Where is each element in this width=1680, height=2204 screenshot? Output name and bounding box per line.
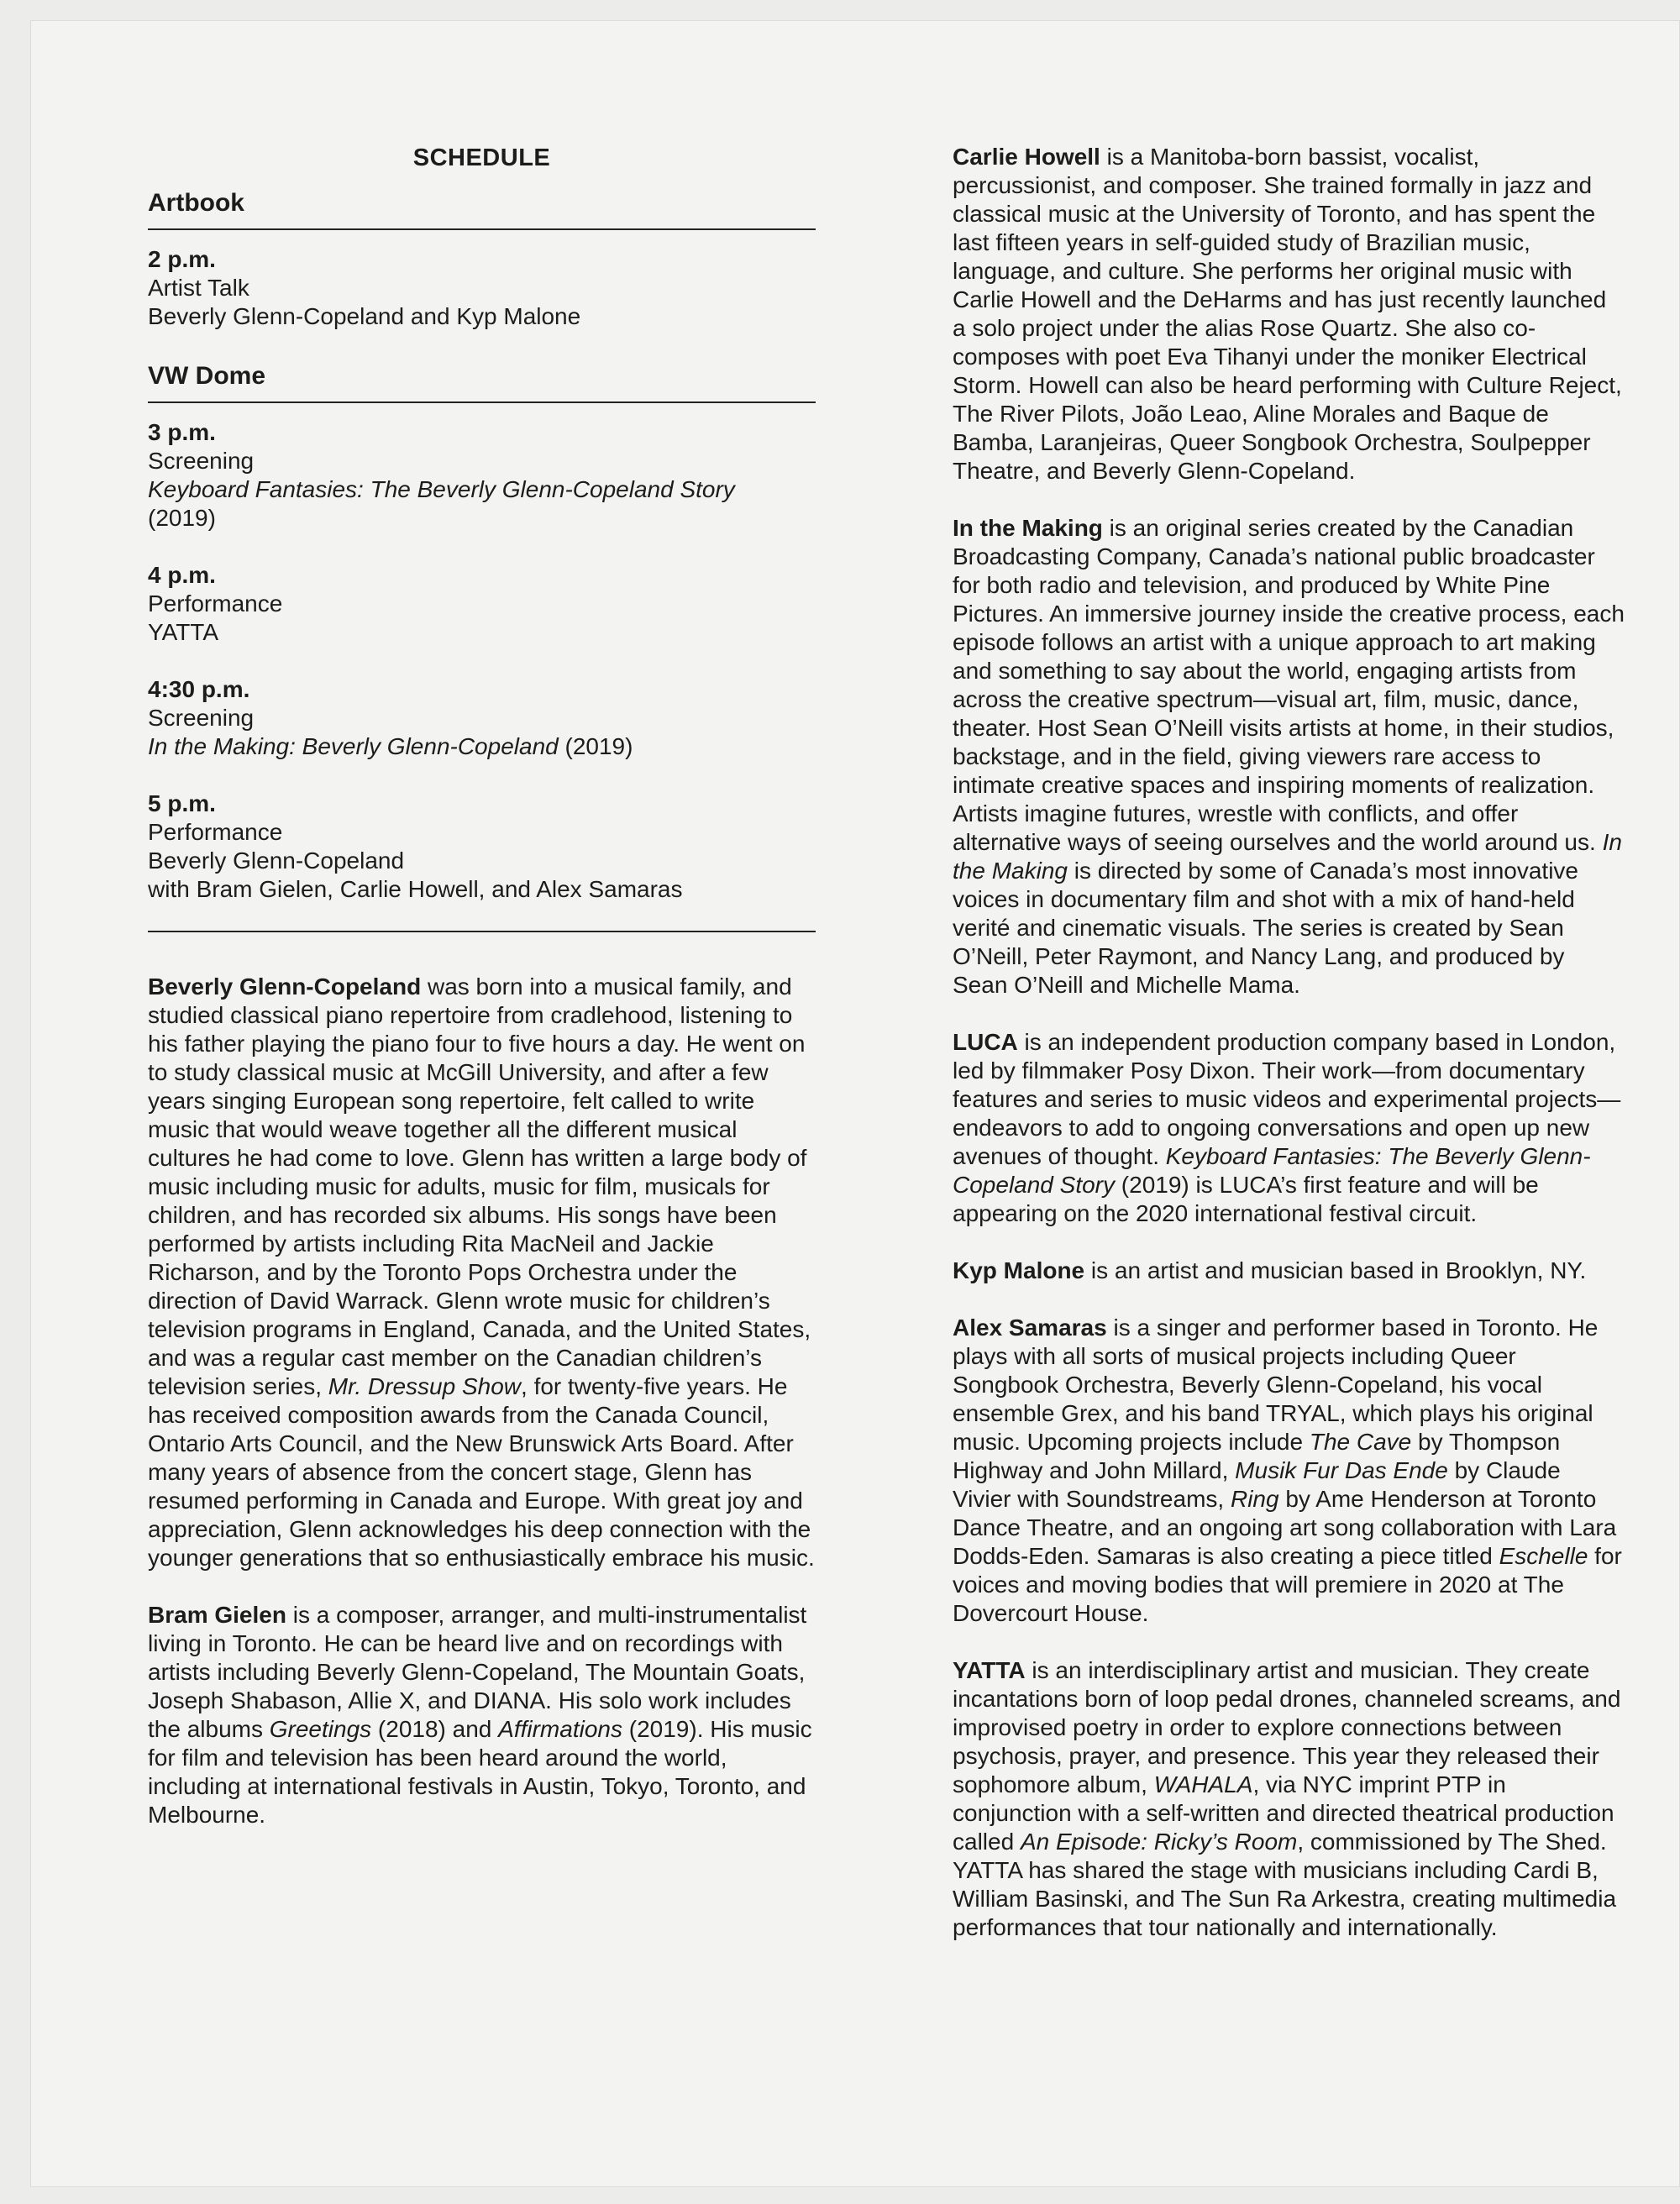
bio-bram-gielen xyxy=(148,1601,816,1829)
bio-text: is a composer, arranger, and multi-instrumentalist living in Toronto. He can be heard live and on recordings with artists including Beverly Glenn-Copeland, The Mountain Goats, Joseph Shabason, Allie X, and DIANA. His solo work includes the albums xyxy=(148,1602,807,1742)
venue-vw-dome: VW Dome xyxy=(148,362,266,390)
bio-text: is a Manitoba-born bassist, vocalist, percussionist, and composer. She trained formally in jazz and classical music at the University of Toronto, and has spent the last fifteen years in self-guided study of Brazilian music, language, and culture. She performs her original music with Carlie Howell and the DeHarms and has just recently launched a solo project under the alias Rose Quartz. She also co-composes with poet Eva Tihanyi under the moniker Electrical Storm. Howell can also be heard performing with Culture Reject, The River Pilots, João Leao, Aline Morales and Baque de Bamba, Laranjeiras, Queer Songbook Orchestra, Soulpepper Theatre, and Beverly Glenn-Copeland. xyxy=(953,144,1622,484)
bio-text: , commissioned by The Shed. YATTA has shared the stage with musicians including Cardi B, William Basinski, and The Sun Ra Arkestra, creating multimedia performances that tour nationally and internationally. xyxy=(953,1829,1617,1940)
right-column xyxy=(953,143,1625,1970)
event-430pm xyxy=(148,675,816,761)
bio-text: for voices and moving bodies that will premiere in 2020 at The Dovercourt House. xyxy=(953,1543,1622,1626)
bio-italic: Mr. Dressup Show xyxy=(328,1373,522,1399)
bio-italic: The Cave xyxy=(1309,1429,1412,1455)
bio-italic: An Episode: Ricky’s Room xyxy=(1020,1829,1298,1855)
bio-text: was born into a musical family, and studied classical piano repertoire from cradlehood, listening to his father playing the piano four to five hours a day. He went on to study classical music at McGill University, and after a few years singing European song repertoire, felt called to write music that would weave together all the different musical cultures he had come to love. Glenn has written a large body of music including music for adults, music for film, musicals for children, and has recorded six albums. His songs have been performed by artists including Rita MacNeil and Jackie Richarson, and by the Toronto Pops Orchestra under the direction of David Warrack. Glenn wrote music for children’s television programs in England, Canada, and the United States, and was a regular cast member on the Canadian children’s television series, xyxy=(148,973,811,1399)
bio-text: (2019) is LUCA’s first feature and will be appearing on the 2020 international festival circuit. xyxy=(953,1172,1539,1226)
event-detail: Beverly Glenn-Copeland and Kyp Malone xyxy=(148,303,581,329)
divider xyxy=(148,931,816,932)
event-detail: Beverly Glenn-Copeland xyxy=(148,847,405,874)
bio-italic: Musik Fur Das Ende xyxy=(1235,1457,1448,1483)
bio-name: Carlie Howell xyxy=(953,144,1100,170)
bio-carlie-howell xyxy=(953,143,1625,485)
bio-text: , via NYC imprint PTP in conjunction with a self-written and directed theatrical production called xyxy=(953,1771,1614,1855)
event-time: 2 p.m. xyxy=(148,246,216,272)
bio-beverly-glenn-copeland xyxy=(148,973,816,1572)
bio-text: , for twenty-five years. He has received composition awards from the Canada Council, Ontario Arts Council, and the New Brunswick Arts Board. After many years of absence from the concert stage, Glenn has resumed performing in Canada and Europe. With great joy and appreciation, Glenn acknowledges his deep connection with the younger generations that so enthusiastically embrace his music. xyxy=(148,1373,815,1571)
event-time: 5 p.m. xyxy=(148,790,216,816)
event-detail-2: with Bram Gielen, Carlie Howell, and Alex Samaras xyxy=(148,876,683,902)
event-film-title: In the Making: Beverly Glenn-Copeland xyxy=(148,733,559,759)
event-time: 4:30 p.m. xyxy=(148,676,250,702)
event-time: 4 p.m. xyxy=(148,562,216,588)
divider xyxy=(148,228,816,230)
bio-text: by Claude Vivier with Soundstreams, xyxy=(953,1457,1561,1512)
bio-name: Alex Samaras xyxy=(953,1315,1107,1341)
divider xyxy=(148,401,816,403)
event-5pm xyxy=(148,790,816,904)
bio-text: is an original series created by the Canadian Broadcasting Company, Canada’s national public broadcaster for both radio and television, and produced by White Pine Pictures. An immersive journey inside the creative process, each episode follows an artist with a unique approach to art making and something to say about the world, engaging artists from across the creative spectrum—visual art, film, music, dance, theater. Host Sean O’Neill visits artists at home, in their studios, backstage, and in the field, giving viewers rare access to intimate creative spaces and inspiring moments of realization. Artists imagine futures, wrestle with conflicts, and offer alternative ways of seeing ourselves and the world around us. xyxy=(953,515,1625,855)
left-column xyxy=(148,143,816,1858)
schedule-heading: SCHEDULE xyxy=(412,144,551,171)
bio-name: In the Making xyxy=(953,515,1103,541)
bio-text: by Ame Henderson at Toronto Dance Theatre, and an ongoing art song collaboration with Lara Dodds-Eden. Samaras is also creating a piece titled xyxy=(953,1486,1617,1569)
event-film xyxy=(148,732,816,761)
program-sheet xyxy=(30,20,1680,2187)
event-year: (2019) xyxy=(148,505,216,531)
bio-name: Kyp Malone xyxy=(953,1257,1085,1283)
event-year: (2019) xyxy=(558,733,633,759)
event-type: Screening xyxy=(148,448,255,474)
event-time: 3 p.m. xyxy=(148,419,216,445)
bio-text: is directed by some of Canada’s most innovative voices in documentary film and shot with a mix of hand-held verité and cinematic visuals. The series is created by Sean O’Neill, Peter Raymont, and Nancy Lang, and produced by Sean O’Neill and Michelle Mama. xyxy=(953,858,1578,998)
bio-italic: Greetings xyxy=(269,1716,372,1742)
bio-name: YATTA xyxy=(953,1657,1026,1683)
bio-name: Beverly Glenn-Copeland xyxy=(148,973,422,1000)
bio-yatta xyxy=(953,1656,1625,1942)
bio-italic: In the Making xyxy=(953,829,1622,884)
event-film-title: Keyboard Fantasies: The Beverly Glenn-Copeland Story xyxy=(148,476,735,502)
bio-italic: Affirmations xyxy=(498,1716,622,1742)
event-type: Artist Talk xyxy=(148,275,249,301)
bio-text: is an interdisciplinary artist and musician. They create incantations born of loop pedal drones, channeled screams, and improvised poetry in order to explore connections between psychosis, prayer, and presence. This year they released their sophomore album, xyxy=(953,1657,1621,1797)
bio-italic: Eschelle xyxy=(1499,1543,1588,1569)
event-detail: YATTA xyxy=(148,619,218,645)
event-2pm xyxy=(148,245,816,331)
bio-text: is an independent production company based in London, led by filmmaker Posy Dixon. Their work—from documentary features and series to music videos and experimental projects—endeavors to add to ongoing conversations and open up new avenues of thought. xyxy=(953,1029,1621,1169)
bio-alex-samaras xyxy=(953,1314,1625,1628)
bio-name: LUCA xyxy=(953,1029,1018,1055)
bio-name: Bram Gielen xyxy=(148,1602,286,1628)
event-type: Performance xyxy=(148,590,283,617)
bio-text: is an artist and musician based in Brooklyn, NY. xyxy=(1084,1257,1587,1283)
event-type: Screening xyxy=(148,705,255,731)
bio-italic: Keyboard Fantasies: The Beverly Glenn-Copeland Story xyxy=(953,1143,1591,1198)
bio-text: (2019). His music for film and television has been heard around the world, including at international festivals in Austin, Tokyo, Toronto, and Melbourne. xyxy=(148,1716,812,1828)
bio-kyp-malone xyxy=(953,1257,1625,1285)
bio-italic: WAHALA xyxy=(1153,1771,1253,1797)
bio-in-the-making xyxy=(953,514,1625,1000)
bio-text: by Thompson Highway and John Millard, xyxy=(953,1429,1561,1483)
bio-text: (2018) and xyxy=(371,1716,499,1742)
bio-text: is a singer and performer based in Toronto. He plays with all sorts of musical projects including Queer Songbook Orchestra, Beverly Glenn-Copeland, his vocal ensemble Grex, and his band TRYAL, which plays his original music. Upcoming projects include xyxy=(953,1315,1599,1455)
venue-artbook: Artbook xyxy=(148,189,244,217)
bio-luca xyxy=(953,1028,1625,1228)
event-3pm xyxy=(148,418,816,533)
event-4pm xyxy=(148,561,816,647)
event-type: Performance xyxy=(148,819,283,845)
bio-italic: Ring xyxy=(1230,1486,1279,1512)
